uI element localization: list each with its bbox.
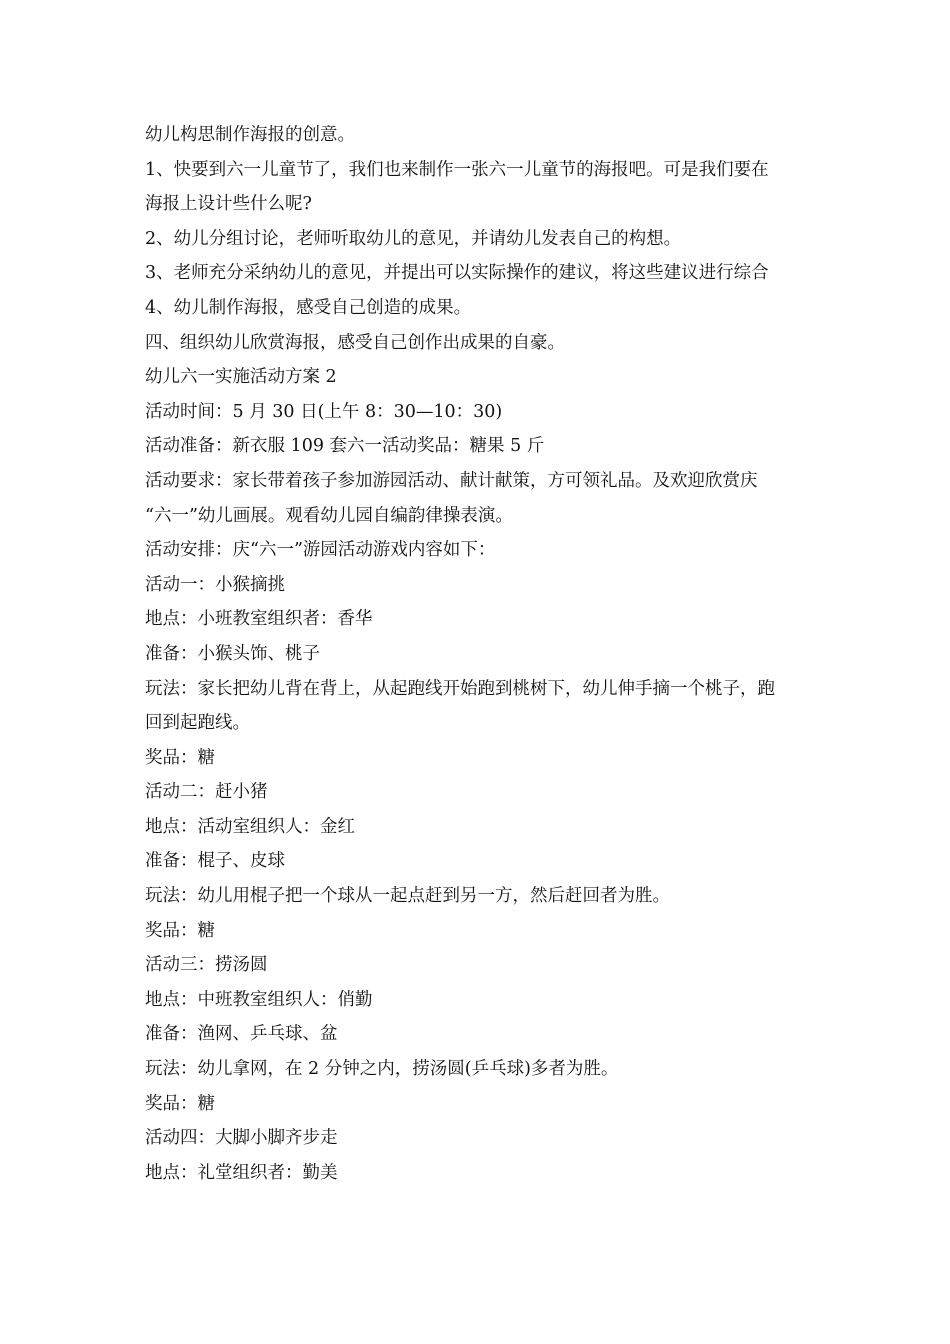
- text-line: 2、幼儿分组讨论，老师听取幼儿的意见，并请幼儿发表自己的构想。: [145, 228, 682, 249]
- text-line: 地点：礼堂组织者：勤美: [145, 1162, 338, 1183]
- text-line: 奖品：糖: [145, 747, 215, 768]
- text-line: 4、幼儿制作海报，感受自己创造的成果。: [145, 297, 472, 318]
- activity-title: 活动二：赶小猪: [145, 782, 268, 803]
- text-line: 准备：棍子、皮球: [145, 851, 285, 872]
- text-line: 玩法：家长把幼儿背在背上，从起跑线开始跑到桃树下，幼儿伸手摘一个桃子，跑: [145, 678, 775, 699]
- text-line: 准备：渔网、乒乓球、盆: [145, 1024, 338, 1045]
- text-line: 玩法：幼儿拿网，在 2 分钟之内，捞汤圆(乒乓球)多者为胜。: [145, 1059, 619, 1080]
- text-line: 玩法：幼儿用棍子把一个球从一起点赶到另一方，然后赶回者为胜。: [145, 886, 670, 907]
- text-line: 准备：小猴头饰、桃子: [145, 643, 320, 664]
- text-line: 回到起跑线。: [145, 713, 250, 734]
- text-line: 奖品：糖: [145, 1093, 215, 1114]
- text-line: 活动准备：新衣服 109 套六一活动奖品：糖果 5 斤: [145, 436, 545, 457]
- text-line: 四、组织幼儿欣赏海报，感受自己创作出成果的自豪。: [145, 332, 565, 353]
- text-line: 奖品：糖: [145, 920, 215, 941]
- text-line: 3、老师充分采纳幼儿的意见，并提出可以实际操作的建议，将这些建议进行综合: [145, 263, 769, 284]
- text-line: 海报上设计些什么呢?: [145, 194, 312, 215]
- activity-title: 活动四：大脚小脚齐步走: [145, 1128, 338, 1149]
- text-line: 活动安排：庆“六一”游园活动游戏内容如下：: [145, 540, 496, 561]
- text-line: 地点：中班教室组织人：俏勤: [145, 989, 373, 1010]
- text-line: 地点：小班教室组织者：香华: [145, 609, 373, 630]
- text-line: 活动要求：家长带着孩子参加游园活动、献计献策，方可领礼品。及欢迎欣赏庆: [145, 470, 758, 491]
- text-line: “六一”幼儿画展。观看幼儿园自编韵律操表演。: [145, 505, 513, 526]
- section-heading: 幼儿六一实施活动方案 2: [145, 367, 337, 388]
- text-line: 幼儿构思制作海报的创意。: [145, 125, 355, 145]
- text-line: 活动时间：5 月 30 日(上午 8：30—10：30): [145, 401, 503, 422]
- text-line: 1、快要到六一儿童节了，我们也来制作一张六一儿童节的海报吧。可是我们要在: [145, 159, 769, 180]
- activity-title: 活动三：捞汤圆: [145, 955, 268, 976]
- activity-title: 活动一：小猴摘挑: [145, 574, 285, 595]
- text-line: 地点：活动室组织人：金红: [145, 816, 355, 837]
- document-body: [145, 118, 810, 1190]
